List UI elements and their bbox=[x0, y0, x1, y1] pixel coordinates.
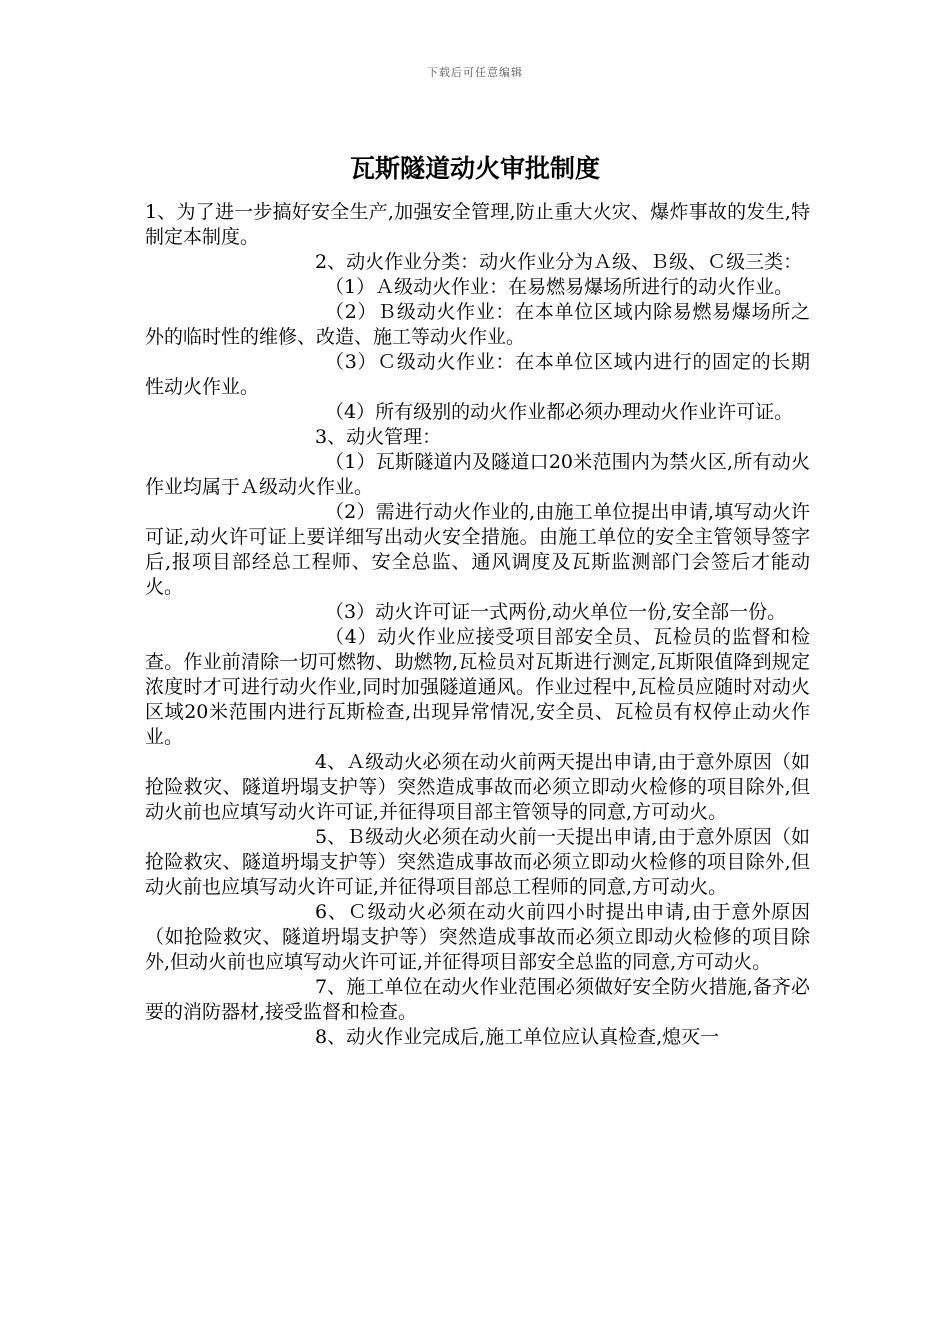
paragraph: （4）动火作业应接受项目部安全员、瓦检员的监督和检查。作业前清除一切可燃物、助燃物,瓦检员对瓦斯进行测定,瓦斯限值降到规定浓度时才可进行动火作业,同时加强隧道通风。作业过程中,瓦检员应随时对动火区域20米范围内进行瓦斯检查,出现异常情况,安全员、瓦检员有权停止动火作业。 bbox=[145, 626, 810, 748]
paragraph: 2、动火作业分类：动火作业分为Ａ级、Ｂ级、Ｃ级三类： bbox=[315, 251, 803, 273]
paragraph: （2）Ｂ级动火作业：在本单位区域内除易燃易爆场所之外的临时性的维修、改造、施工等动火作业。 bbox=[145, 301, 810, 348]
paragraph: 3、动火管理： bbox=[315, 426, 442, 448]
paragraph: （2）需进行动火作业的,由施工单位提出申请,填写动火许可证,动火许可证上要详细写出动火安全措施。由施工单位的安全主管领导签字后,报项目部经总工程师、安全总监、通风调度及瓦斯监测部门会签后才能动火。 bbox=[145, 501, 810, 598]
paragraph: 1、为了进一步搞好安全生产,加强安全管理,防止重大火灾、爆炸事故的发生,特制定本制度。 bbox=[145, 201, 810, 248]
paragraph: 4、Ａ级动火必须在动火前两天提出申请,由于意外原因（如抢险救灾、隧道坍塌支护等）突然造成事故而必须立即动火检修的项目除外,但动火前也应填写动火许可证,并征得项目部主管领导的同意,方可动火。 bbox=[145, 751, 810, 823]
paragraph: 7、施工单位在动火作业范围必须做好安全防火措施,备齐必要的消防器材,接受监督和检查。 bbox=[145, 976, 810, 1023]
paragraph: （1）Ａ级动火作业：在易燃易爆场所进行的动火作业。 bbox=[325, 276, 794, 298]
paragraph: 6、Ｃ级动火必须在动火前四小时提出申请,由于意外原因（如抢险救灾、隧道坍塌支护等）突然造成事故而必须立即动火检修的项目除外,但动火前也应填写动火许可证,并征得项目部安全总监的同意,方可动火。 bbox=[145, 901, 810, 973]
header-note: 下载后可任意编辑 bbox=[427, 66, 523, 79]
paragraph: （1）瓦斯隧道内及隧道口20米范围内为禁火区,所有动火作业均属于Ａ级动火作业。 bbox=[145, 451, 810, 498]
paragraph: （3）动火许可证一式两份,动火单位一份,安全部一份。 bbox=[325, 601, 787, 623]
paragraph: 5、Ｂ级动火必须在动火前一天提出申请,由于意外原因（如抢险救灾、隧道坍塌支护等）突然造成事故而必须立即动火检修的项目除外,但动火前也应填写动火许可证,并征得项目部总工程师的同意,方可动火。 bbox=[145, 826, 810, 898]
paragraph: 8、动火作业完成后,施工单位应认真检查,熄灭一 bbox=[315, 1026, 720, 1048]
paragraph: （3）Ｃ级动火作业：在本单位区域内进行的固定的长期性动火作业。 bbox=[145, 351, 810, 398]
document-body bbox=[145, 200, 810, 1050]
document-title: 瓦斯隧道动火审批制度 bbox=[349, 154, 600, 183]
paragraph: （4）所有级别的动火作业都必须办理动火作业许可证。 bbox=[325, 401, 794, 423]
